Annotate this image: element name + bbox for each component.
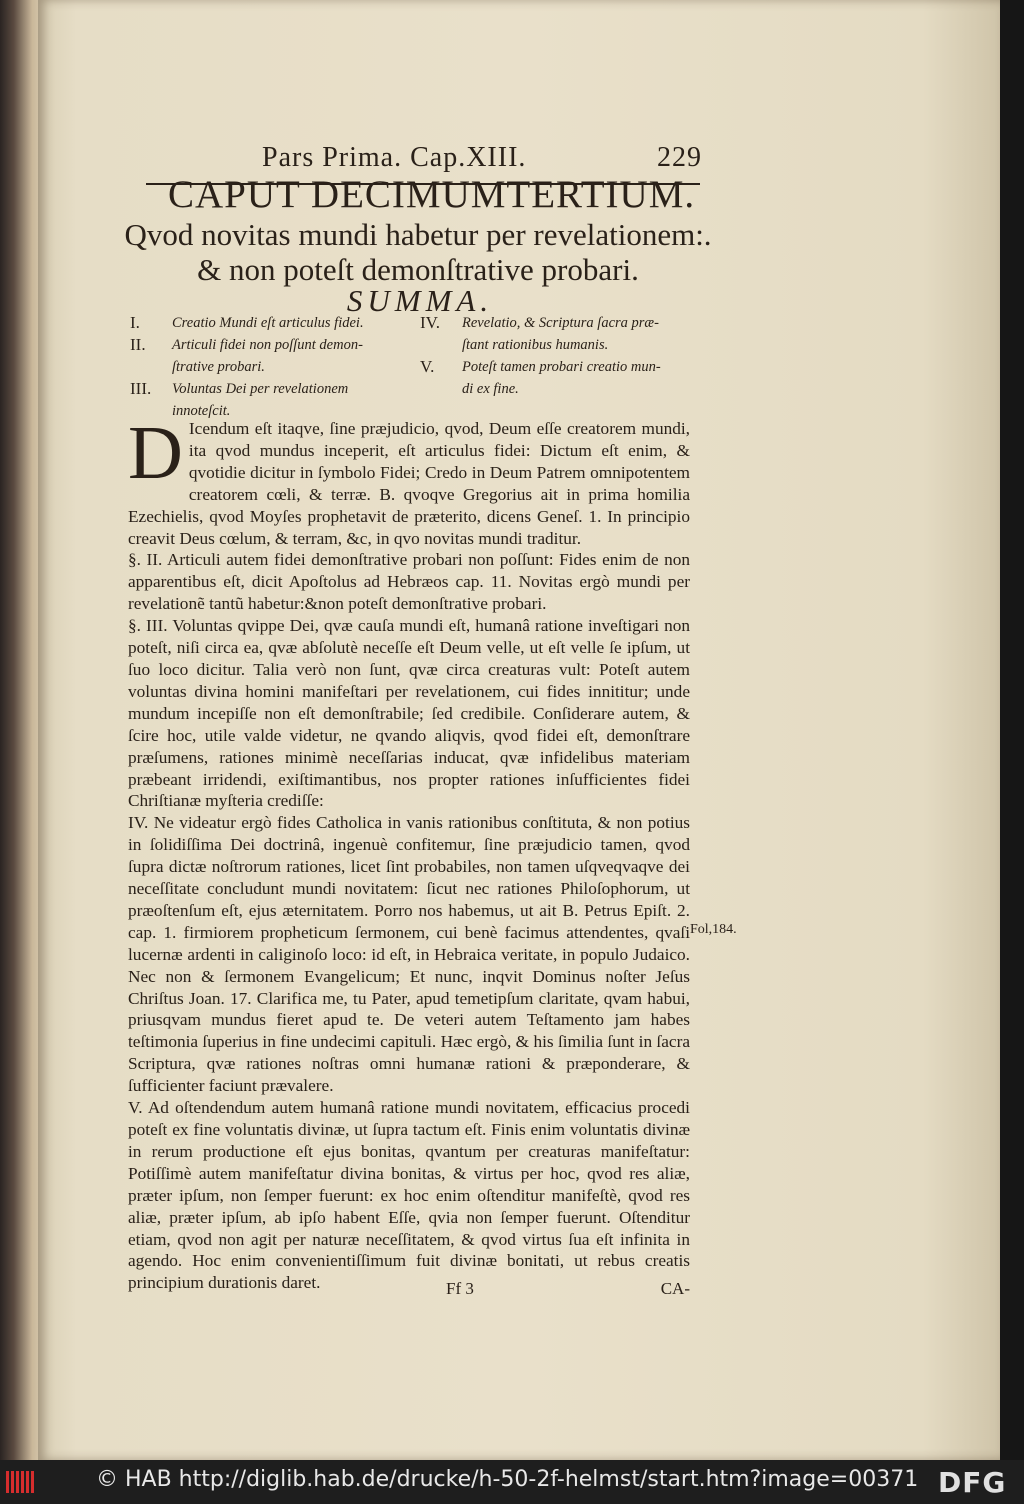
page-footer (128, 1277, 690, 1303)
chapter-title: CAPUT DECIMUMTERTIUM. (168, 173, 696, 216)
summa-heading: SUMMA. (346, 283, 494, 318)
summary-text: Voluntas Dei per revelationem (172, 381, 349, 397)
paragraph-section-3: §. III. Voluntas qvippe Dei, qvæ cauſa mundi eſt, humanâ ratione inveſtigari non poteſt, niſi circa ea, qvæ abſolutè neceſſe eſt Deum velle, ut eſt velle ſe ipſum, ut ſuo loco dicitur. Talia verò non ſunt, qvæ circa creaturas vult: Poteſt autem voluntas divina homini manifeſtari per revelationem, cui fides innititur; unde mundum incepiſſe non eſt demonſtrabile; ſed credibile. Conſiderare autem, & ſcire hoc, utile valde videtur, ne qvando aliqvis, qvod fidei eſt, demonſtrare præſumens, rationes minimè neceſſarias inducat, qvæ infidelibus materiam præbeant irridendi, exiſtimantibus, nos propter rationes inſufficientes fidei Chriſtianæ myſteria crediſſe: (128, 616, 690, 811)
paragraph-section-2: §. II. Articuli autem fidei demonſtrative probari non poſſunt: Fides enim de non apparentibus eſt, dicit Apoſtolus ad Hebræos cap. 11. Novitas ergò mundi per revelationẽ tantũ habetur:&non poteſt demonſtrative probari. (128, 550, 690, 614)
paragraph-text: Icendum eſt itaqve, ſine præjudicio, qvod, Deum eſſe creatorem mundi, ita qvod mundus inceperit, eſt articulus fidei: Dictum eſt enim, & qvotidie dicitur in ſymbolo Fidei; Credo in Deum Patrem omnipotentem creatorem cœli, & terræ. B. qvoqve Gregorius ait in prima homilia Ezechielis, qvod Moyſes prophetavit de præterito, dicens Geneſ. 1. In principio creavit Deus cœlum, & terram, &c, in qvo novitas mundi traditur. (128, 419, 690, 548)
summary-number: IV. (420, 313, 440, 332)
summary-text: ſtant rationibus humanis. (462, 337, 609, 353)
copyright-url-text[interactable]: © HAB http://diglib.hab.de/drucke/h-50-2f-helmst/start.htm?image=00371 (96, 1467, 919, 1492)
header-title: Pars Prima. Cap.XIII. (262, 142, 527, 173)
summary-number: I. (130, 313, 140, 332)
hab-logo-icon (6, 1471, 38, 1493)
drop-cap: D (128, 411, 183, 495)
summary-text: Creatio Mundi eſt articulus fidei. (172, 315, 364, 331)
summary-text: di ex fine. (462, 381, 519, 397)
summary-text: Articuli fidei non poſſunt demon- (172, 337, 363, 353)
chapter-subtitle-line2: & non poteſt demonſtrative probari. (197, 252, 639, 287)
page-number: 229 (657, 142, 702, 173)
summary-text: Poteſt tamen probari creatio mun- (462, 359, 661, 375)
dfg-logo: DFG (938, 1466, 1007, 1499)
summary-number: III. (130, 379, 152, 398)
summary-left-column (130, 312, 420, 422)
margin-note: Fol,184. (690, 922, 737, 937)
chapter-subtitle-line1: Qvod novitas mundi habetur per revelationem:. (124, 217, 712, 252)
signature-mark: Ff 3 (446, 1279, 474, 1298)
summary-text: ſtrative probari. (172, 359, 265, 375)
summary-number: II. (130, 335, 146, 354)
summary-text: innoteſcit. (172, 403, 231, 419)
summary-text: Revelatio, & Scriptura ſacra præ- (462, 315, 659, 331)
summary-number: V. (420, 357, 435, 376)
paragraph-section-5: V. Ad oſtendendum autem humanâ ratione mundi novitatem, efficacius procedi poteſt ex fine voluntatis divinæ, ut ſupra tactum eſt. Finis enim voluntatis divinæ in rerum productione eſt ejus bonitas, qvantum per creaturas manifeſtatur: Potiſſimè autem manifeſtatur divina bonitas, & virtus per hoc, qvod res aliæ, præter ipſum, non ſemper fuerunt: ex hoc enim oſtenditur manifeſtè, qvod res aliæ, præter ipſum, ab ipſo habent Eſſe, qvia non ſemper fuerunt. Oſtenditur etiam, qvod non agit per naturæ neceſſitatem, & qvod virtus ſua eſt infinita in agendo. Hoc enim convenientiſſimum fuit divinæ bonitati, ut rebus creatis principium durationis daret. (128, 1098, 690, 1293)
summary-right-column (420, 312, 700, 422)
catchword: CA- (660, 1279, 690, 1298)
paragraph-section-4: IV. Ne videatur ergò fides Catholica in vanis rationibus conſtituta, & non potius in ſolidiſſima Dei doctrinâ, ingenuè confitemur, ſine præjudicio tamen, qvod ſupra dictæ noſtrorum rationes, licet ſint probabiles, non tamen uſqveqvaqve dei neceſſitate concludunt mundi novitatem: ſicut nec rationes Philoſophorum, ut præoſtenſum eſt, ejus æternitatem. Porro nos habemus, ut ait B. Petrus Epiſt. 2. cap. 1. firmiorem propheticum ſermonem, cui benè facimus attendentes, qvaſi lucernæ ardenti in caliginoſo loco: id eſt, in Hebraica veritate, in populo Judaico. Nec non & ſermonem Evangelicum; Et nunc, inqvit Dominus noſter Jeſus Chriſtus Joan. 17. Clarifica me, tu Pater, apud temetipſum claritate, qvam habui, priusqvam mundus fieret apud te. De veteri autem Teſtamento jam habes teſtimonia ſuperius in fine undecimi capituli. Hæc ergò, & his ſimilia ſunt in ſacra Scriptura, qvæ rationes noſtras omni humanæ rationi & præponderare, & ſufficienter faciunt prævalere. (128, 813, 690, 1096)
